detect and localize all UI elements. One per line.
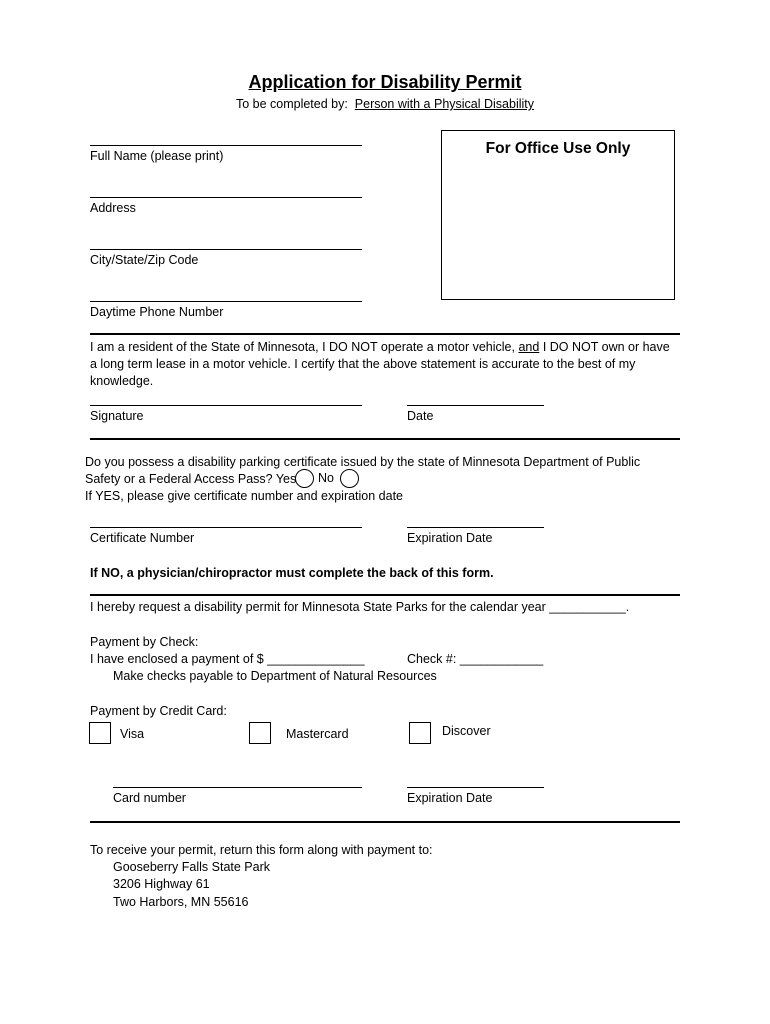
- visa-checkbox[interactable]: [89, 722, 111, 744]
- certification-and: and: [518, 340, 540, 354]
- section-divider: [90, 333, 680, 335]
- subtitle-value: Person with a Physical Disability: [354, 97, 535, 111]
- cert-date-label: Date: [407, 409, 434, 423]
- full-name-line[interactable]: [90, 145, 362, 146]
- card-expiration-label: Expiration Date: [407, 791, 493, 805]
- certification-line1a: I am a resident of the State of Minnesota, I DO NOT operate a motor vehicle,: [90, 340, 515, 354]
- card-number-line[interactable]: [113, 787, 362, 788]
- office-use-title: For Office Use Only: [485, 140, 631, 157]
- office-use-box: [441, 130, 675, 300]
- daytime-phone-label: Daytime Phone Number: [90, 305, 224, 319]
- certification-line2: a long term lease in a motor vehicle. I certify that the above statement is accurate to the best of my: [90, 357, 636, 371]
- certificate-expiration-label: Expiration Date: [407, 531, 493, 545]
- mastercard-label: Mastercard: [286, 727, 349, 741]
- return-address-line2: 3206 Highway 61: [113, 877, 210, 891]
- cert-date-line[interactable]: [407, 405, 544, 406]
- if-no-instruction: If NO, a physician/chiropractor must complete the back of this form.: [90, 566, 494, 580]
- certification-line1b: I DO NOT own or have: [542, 340, 670, 354]
- daytime-phone-line[interactable]: [90, 301, 362, 302]
- return-address-line3: Two Harbors, MN 55616: [113, 895, 249, 909]
- parking-question: [85, 454, 695, 505]
- full-name-label: Full Name (please print): [90, 149, 224, 163]
- discover-label: Discover: [442, 724, 491, 738]
- return-address-line1: Gooseberry Falls State Park: [113, 860, 271, 874]
- payment-card-heading: Payment by Credit Card:: [90, 704, 227, 718]
- payment-amount: I have enclosed a payment of $ ______________: [90, 652, 365, 666]
- address-line[interactable]: [90, 197, 362, 198]
- request-statement: I hereby request a disability permit for Minnesota State Parks for the calendar year ___________.: [90, 600, 630, 614]
- certificate-number-label: Certificate Number: [90, 531, 195, 545]
- payment-check-heading: Payment by Check:: [90, 635, 199, 649]
- certificate-number-line[interactable]: [90, 527, 362, 528]
- return-intro: To receive your permit, return this form along with payment to:: [90, 843, 433, 857]
- certification-statement: [90, 339, 690, 390]
- visa-label: Visa: [120, 727, 145, 741]
- card-number-label: Card number: [113, 791, 186, 805]
- signature-line[interactable]: [90, 405, 362, 406]
- no-radio[interactable]: [340, 469, 359, 488]
- parking-question-line1: Do you possess a disability parking certificate issued by the state of Minnesota Department of Public: [85, 455, 641, 469]
- form-title: Application for Disability Permit: [248, 72, 522, 92]
- card-expiration-line[interactable]: [407, 787, 544, 788]
- discover-checkbox[interactable]: [409, 722, 431, 744]
- parking-if-yes: If YES, please give certificate number and expiration date: [85, 489, 404, 503]
- section-divider: [90, 821, 680, 823]
- payable-instruction: Make checks payable to Department of Natural Resources: [113, 669, 437, 683]
- signature-label: Signature: [90, 409, 144, 423]
- section-divider: [90, 594, 680, 596]
- subtitle-prefix: To be completed by:: [235, 97, 348, 111]
- city-state-zip-line[interactable]: [90, 249, 362, 250]
- yes-radio[interactable]: [295, 469, 314, 488]
- city-state-zip-label: City/State/Zip Code: [90, 253, 199, 267]
- parking-question-line2: Safety or a Federal Access Pass? Yes: [85, 472, 297, 486]
- address-label: Address: [90, 201, 136, 215]
- certification-line3: knowledge.: [90, 374, 154, 388]
- certificate-expiration-line[interactable]: [407, 527, 544, 528]
- check-number: Check #: ____________: [407, 652, 544, 666]
- no-label: No: [318, 471, 334, 485]
- mastercard-checkbox[interactable]: [249, 722, 271, 744]
- form-subtitle: [0, 97, 770, 111]
- section-divider: [90, 438, 680, 440]
